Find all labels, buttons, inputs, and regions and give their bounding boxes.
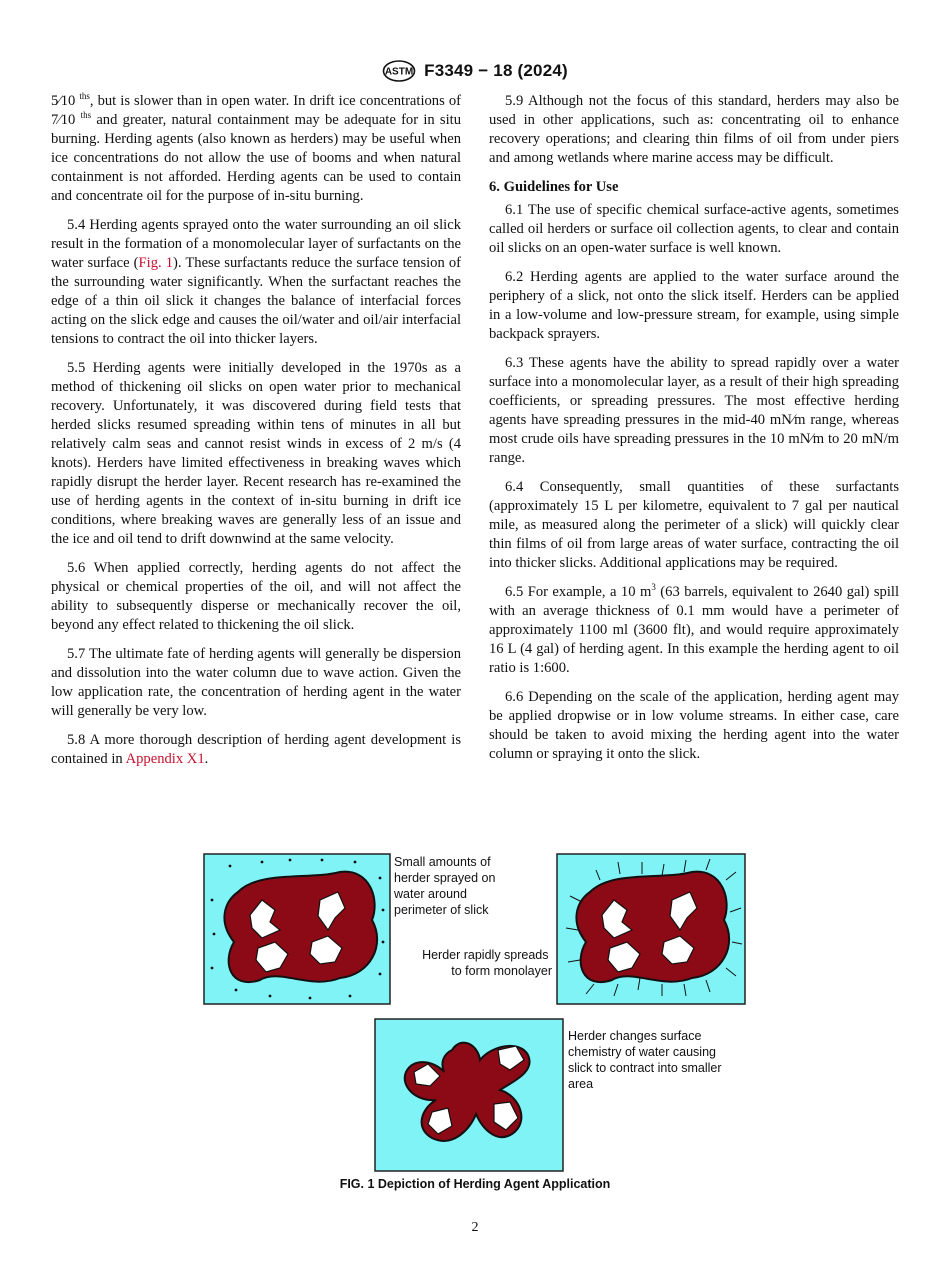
paragraph-6-2: 6.2 Herding agents are applied to the water surface around the periphery of a slick, not onto the slick itself. Herders can be applied in a low-volume and low-pressure stream, for example, using simple backpack sprayers.: [489, 269, 899, 342]
page-header: [0, 58, 950, 84]
paragraph-5-7: 5.7 The ultimate fate of herding agents will generally be dispersion and dissolution into the water column due to wave action. Given the low application rate, the concentration of herding agent in the water will generally be very low.: [51, 646, 461, 719]
paragraph-5-4: 5.4 Herding agents sprayed onto the water surrounding an oil slick result in the formation of a monomolecular layer of surfactants on the water surface (Fig. 1). These surfactants reduce the surface tension of the surrounding water significantly. When the surfactant reaches the edge of a thin oil slick it changes the balance of interfacial forces acting on the slick edge and causes the oil/water and oil/air interfacial tensions to contract the oil into thicker layers.: [51, 217, 462, 347]
label-herder-spreads: Herder rapidly spreads to form monolayer: [422, 948, 552, 978]
paragraph-5-5: 5.5 Herding agents were initially developed in the 1970s as a method of thickening oil slicks on open water prior to mechanical recovery. Unfortunately, it was discovered during field tests that herded slicks resumed spreading within tens of minutes in all but relatively calm seas and cannot resist winds in excess of 2 m/s (4 knots). Herders have limited effectiveness in breaking waves which rapidly disrupt the herder layer. Recent research has re-examined the use of herding agents in the context of in-situ burning in drift ice conditions, where breaking waves are generally less of an issue and the ice and oil tend to drift downwind at the same velocity.: [51, 360, 461, 547]
paragraph-5-9: 5.9 Although not the focus of this standard, herders may also be used in other applications, such as: concentrating oil to enhance recovery operations; and clearing thin films of oil from under piers and among wetlands where marine access may be difficult.: [489, 93, 899, 166]
paragraph-5-3-continued: 5⁄10 $^{ths}$, but is slower than in open water. In drift ice concentrations of 7⁄10 $^{ths}$ and greater, natural containment may be adequate for in situ burning. Herding agents (also known as herders) may be useful when ice concentrations do not allow the use of booms and when natural containment is not afforded. Herding agents can be used to contain and concentrate oil for the purpose of in-situ burning.: [51, 91, 462, 204]
paragraph-6-5: 6.5 For example, a 10 $m^3$ (63 barrels, equivalent to 2640 gal) spill with an average thickness of 0.1 mm would have a perimeter of approximately 1100 ml (3600 flt), and would require approximately 16 L (4 gal) of herding agent. In this example the herding agent to oil ratio is 1:600.: [489, 582, 900, 676]
paragraph-5-6: 5.6 When applied correctly, herding agents do not affect the physical or chemical properties of the oil, and will not affect the ability to subsequently disperse or mechanically recover the oil, beyond any effect related to thickening the oil slick.: [51, 560, 461, 633]
fig-1-link[interactable]: Fig. 1: [138, 255, 174, 271]
panel-slick-contracts: [375, 1019, 563, 1171]
page-number: 2: [471, 1220, 479, 1235]
figure-1-diagram: [200, 850, 752, 1175]
paragraph-6-4: 6.4 Consequently, small quantities of these surfactants (approximately 15 L per kilometre, equivalent to 7 gal per nautical mile, as measured along the perimeter of a slick) will quickly clear thin films of oil from large areas of water surface, contracting the oil into thicker slicks. Additional applications may be required.: [489, 479, 899, 571]
appendix-x1-link[interactable]: Appendix X1: [125, 751, 205, 767]
panel-herder-monolayer: [557, 854, 745, 1004]
right-column: [489, 92, 899, 774]
section-6-heading: 6. Guidelines for Use: [489, 179, 619, 195]
label-herder-sprayed: Small amounts of herder sprayed on water around perimeter of slick: [394, 855, 496, 917]
document-designation: F3349 − 18 (2024): [424, 61, 568, 80]
label-slick-contracts: Herder changes surface chemistry of water causing slick to contract into smaller area: [568, 1029, 722, 1091]
svg-text:ASTM: ASTM: [384, 66, 414, 78]
paragraph-5-8: 5.8 A more thorough description of herding agent development is contained in Appendix X1.: [51, 732, 461, 767]
panel-herder-sprayed: [204, 854, 390, 1004]
figure-caption: FIG. 1 Depiction of Herding Agent Application: [339, 1177, 611, 1191]
astm-logo-icon: [382, 60, 416, 82]
paragraph-6-6: 6.6 Depending on the scale of the application, herding agent may be applied dropwise or in low volume streams. In either case, care should be taken to avoid mixing the herding agent into the water column or spraying it onto the slick.: [489, 689, 899, 762]
left-column: [51, 92, 461, 779]
paragraph-6-3: 6.3 These agents have the ability to spread rapidly over a water surface into a monomolecular layer, as a result of their high spreading coefficients, or spreading pressures. The most effective herding agents have spreading pressures in the mid-40 mN⁄m range, whereas most crude oils have spreading pressures in the 10 mN⁄m to 20 mN/m range.: [489, 355, 899, 466]
paragraph-6-1: 6.1 The use of specific chemical surface-active agents, sometimes called oil herders or surface oil collection agents, to clear and contain oil slicks on an open-water surface is well known.: [489, 202, 899, 256]
